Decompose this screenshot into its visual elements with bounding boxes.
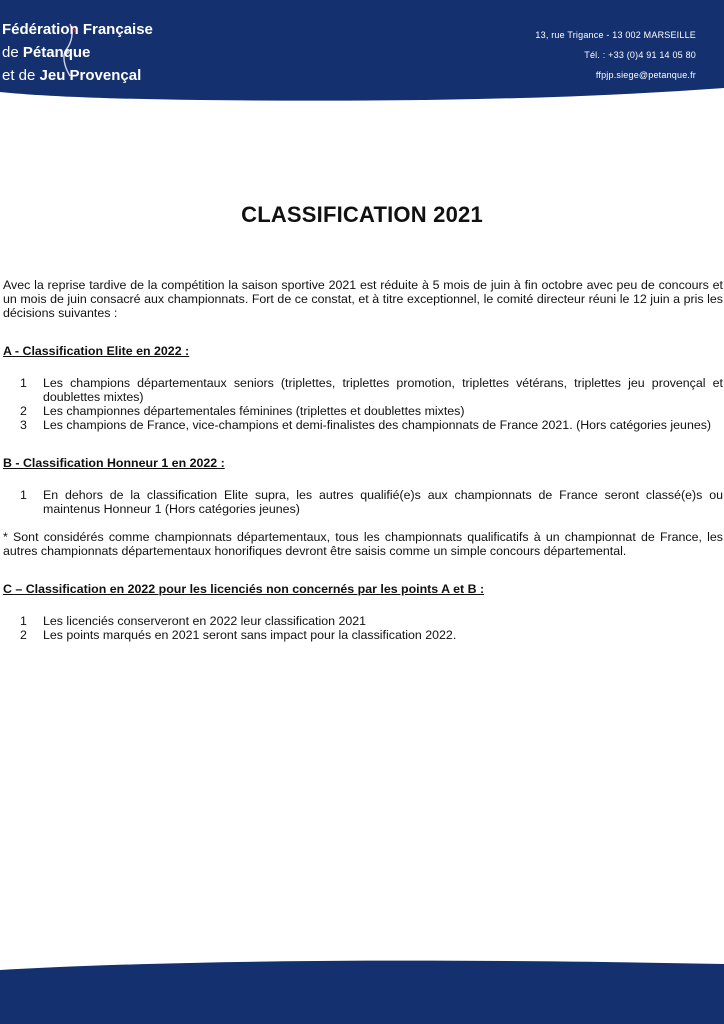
list-item: 1 Les licenciés conserveront en 2022 leur classification 2021 xyxy=(20,614,367,628)
section-b-title: B - Classification Honneur 1 en 2022 : xyxy=(3,456,225,470)
footnote: * Sont considérés comme championnats départementaux, tous les championnats qualificatifs à un championnat de France, les autres championnats départementaux honorifiques devront être saisis comme un simple concours départemental. xyxy=(3,530,723,558)
page-title: CLASSIFICATION 2021 xyxy=(241,202,483,227)
email: ffpjp.siege@petanque.fr xyxy=(595,70,696,80)
footer-band xyxy=(0,958,724,1024)
section-c-list xyxy=(3,614,723,642)
contact-info xyxy=(535,25,696,85)
letterhead xyxy=(0,0,724,104)
org-line-2: de Pétanque xyxy=(2,44,91,61)
organization-name xyxy=(2,18,153,87)
list-item: 1 En dehors de la classification Elite supra, les autres qualifié(e)s aux championnats de France seront classé(e)s ou maintenus Honneur 1 (Hors catégories jeunes) xyxy=(20,488,723,516)
section-a-title: A - Classification Elite en 2022 : xyxy=(3,344,190,358)
org-line-3: et de Jeu Provençal xyxy=(2,67,142,84)
phone: Tél. : +33 (0)4 91 14 05 80 xyxy=(584,50,696,60)
section-c-title: C – Classification en 2022 pour les licenciés non concernés par les points A et B : xyxy=(3,582,485,596)
list-item: 2 Les points marqués en 2021 seront sans impact pour la classification 2022. xyxy=(20,628,457,642)
footer-wave xyxy=(0,958,724,1024)
list-item: 1 Les champions départementaux seniors (triplettes, triplettes promotion, triplettes vétérans, triplettes jeu provençal et doublettes mixtes) xyxy=(20,376,723,404)
org-line-1: Fédération Française xyxy=(2,21,153,38)
section-a-list xyxy=(3,376,723,432)
list-item: 3 Les champions de France, vice-champions et demi-finalistes des championnats de France 2021. (Hors catégories jeunes) xyxy=(20,418,712,432)
intro-paragraph: Avec la reprise tardive de la compétition la saison sportive 2021 est réduite à 5 mois de juin à fin octobre avec peu de concours et un mois de juin consacré aux championnats. Fort de ce constat, et à titre exceptionnel, le comité directeur réuni le 12 juin a pris les décisions suivantes : xyxy=(3,278,723,320)
section-b-list xyxy=(3,488,723,516)
document-body xyxy=(3,278,723,642)
address: 13, rue Trigance - 13 002 MARSEILLE xyxy=(535,30,696,40)
list-item: 2 Les championnes départementales féminines (triplettes et doublettes mixtes) xyxy=(20,404,465,418)
